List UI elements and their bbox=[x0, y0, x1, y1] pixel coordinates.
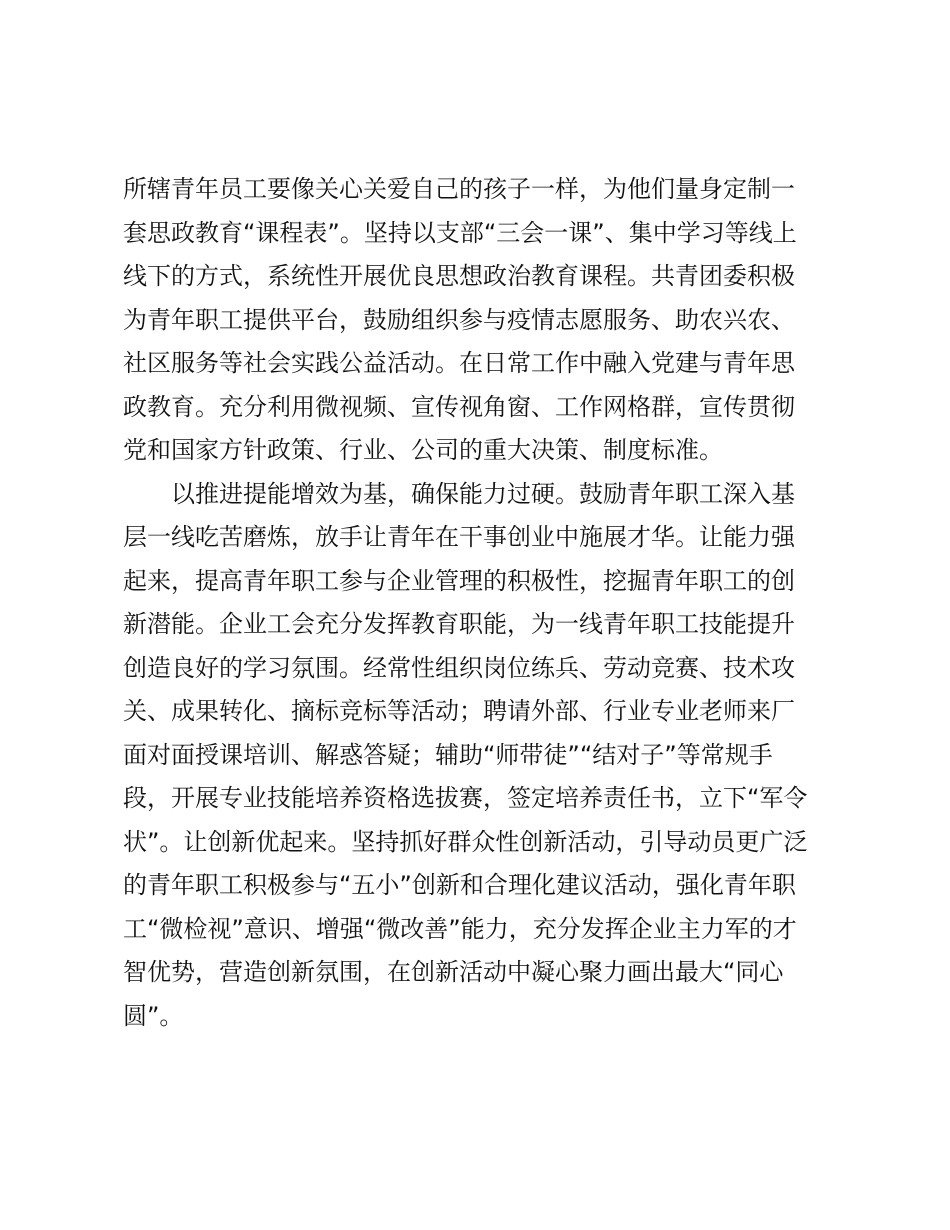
paragraph-2-line: 层一线吃苦磨炼，放手让青年在干事创业中施展才华。让能力强 bbox=[123, 523, 795, 551]
paragraph-2-line: 段，开展专业技能培养资格选拔赛，签定培养责任书，立下“军令 bbox=[123, 784, 808, 812]
paragraph-1-line: 为青年职工提供平台，鼓励组织参与疫情志愿服务、助农兴农、 bbox=[123, 305, 795, 334]
paragraph-2-line: 起来，提高青年职工参与企业管理的积极性，挖掘青年职工的创 bbox=[123, 566, 795, 595]
paragraph-1 bbox=[123, 168, 843, 473]
paragraph-2-line: 状”。让创新优起来。坚持抓好群众性创新活动，引导动员更广泛 bbox=[123, 827, 808, 856]
paragraph-2-line: 以推进提能增效为基，确保能力过硬。鼓励青年职工深入基 bbox=[171, 479, 795, 508]
paragraph-1-line: 所辖青年员工要像关心关爱自己的孩子一样，为他们量身定制一 bbox=[123, 175, 795, 203]
paragraph-1-line: 党和国家方针政策、行业、公司的重大决策、制度标准。 bbox=[123, 436, 723, 464]
paragraph-2-line: 工“微检视”意识、增强“微改善”能力，充分发挥企业主力军的才 bbox=[123, 914, 797, 943]
paragraph-2-line: 关、成果转化、摘标竞标等活动；聘请外部、行业专业老师来厂 bbox=[123, 697, 795, 725]
paragraph-2-line: 的青年职工积极参与“五小”创新和合理化建议活动，强化青年职 bbox=[123, 871, 796, 899]
paragraph-1-line: 政教育。充分利用微视频、宣传视角窗、工作网格群，宣传贯彻 bbox=[123, 392, 795, 421]
paragraph-2-line: 创造良好的学习氛围。经常性组织岗位练兵、劳动竞赛、技术攻 bbox=[123, 653, 795, 682]
paragraph-2-line: 面对面授课培训、解惑答疑；辅助“师带徒”“结对子”等常规手 bbox=[123, 740, 773, 769]
paragraph-2-line: 新潜能。企业工会充分发挥教育职能，为一线青年职工技能提升 bbox=[123, 610, 795, 638]
document-body bbox=[123, 168, 843, 1038]
paragraph-2-line: 圆”。 bbox=[123, 1001, 184, 1030]
paragraph-2 bbox=[123, 473, 843, 1039]
paragraph-1-line: 线下的方式，系统性开展优良思想政治教育课程。共青团委积极 bbox=[123, 262, 795, 290]
paragraph-1-line: 套思政教育“课程表”。坚持以支部“三会一课”、集中学习等线上 bbox=[123, 218, 797, 247]
paragraph-2-line: 智优势，营造创新氛围，在创新活动中凝心聚力画出最大“同心 bbox=[123, 958, 784, 986]
paragraph-1-line: 社区服务等社会实践公益活动。在日常工作中融入党建与青年思 bbox=[123, 349, 795, 377]
